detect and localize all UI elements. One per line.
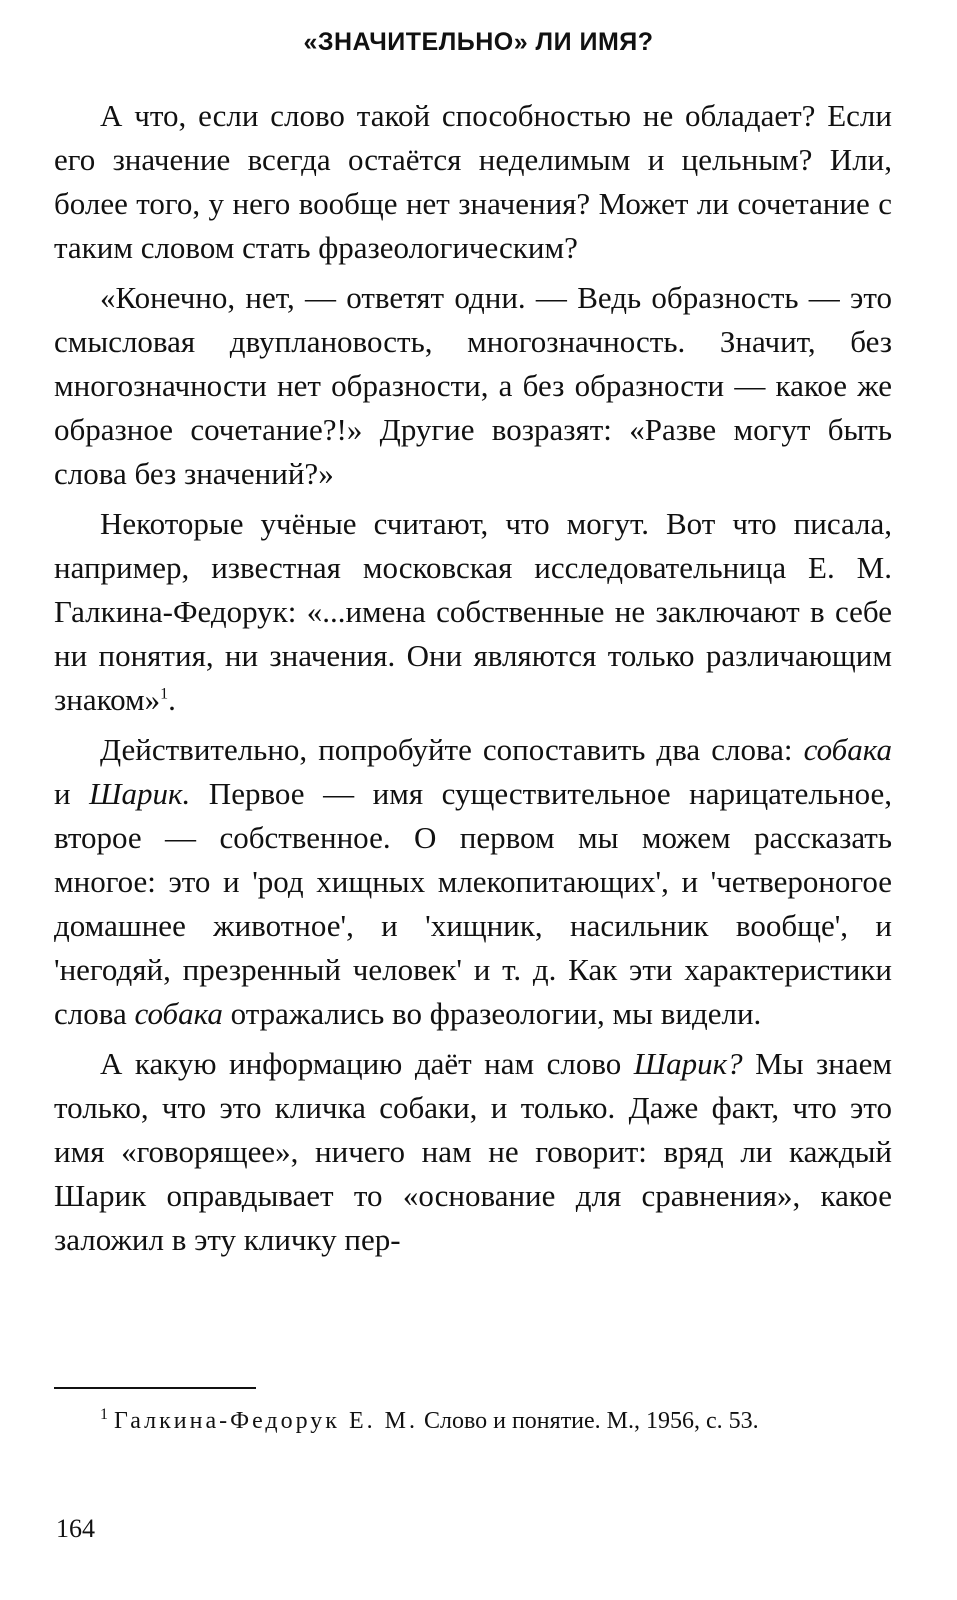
paragraph-5 xyxy=(54,1042,892,1262)
paragraph-1: А что, если слово такой способностью не обладает? Если его значение всегда остаётся неделимым и цельным? Или, более того, у него вообще нет значения? Может ли сочетание с таким словом стать фразеологическим? xyxy=(54,98,892,265)
paragraph-4-part-d: отражались во фразеологии, мы видели. xyxy=(222,996,762,1031)
paragraph-5-part-a: А какую информацию даёт нам слово xyxy=(100,1046,634,1081)
footnote-text: Слово и понятие. М., 1956, с. 53. xyxy=(417,1408,759,1434)
footnote-marker: 1 xyxy=(100,1406,108,1423)
footnote-reference[interactable]: 1 xyxy=(160,685,169,703)
italic-word-sobaka-2: собака xyxy=(134,996,223,1031)
running-head: «ЗНАЧИТЕЛЬНО» ЛИ ИМЯ? xyxy=(303,28,654,56)
paragraph-4 xyxy=(54,728,892,1036)
paragraph-3-end: . xyxy=(168,682,176,717)
italic-word-sobaka: собака xyxy=(803,732,892,767)
page-number: 164 xyxy=(56,1514,95,1543)
italic-word-sharik-question: Шарик? xyxy=(633,1046,743,1081)
paragraph-3 xyxy=(54,502,892,722)
italic-word-sharik: Шарик. xyxy=(89,776,191,811)
footnote xyxy=(54,1402,892,1440)
body-text xyxy=(54,94,892,1262)
paragraph-3-text: Некоторые учёные считают, что могут. Вот что писала, например, известная московская исследовательница Е. М. Галкина-Федорук: «...имена собственные не заключают в себе ни понятия, ни значения. Они являются только различающим знаком» xyxy=(54,506,892,717)
paragraph-5-part-b: Мы знаем только, что это кличка собаки, и только. Даже факт, что это имя «говорящее», ничего нам не говорит: вряд ли каждый Шарик оправдывает то «основание для сравнения», какое заложил в эту кличку пер- xyxy=(54,1046,892,1257)
paragraph-2: «Конечно, нет, — ответят одни. — Ведь образность — это смысловая двуплановость, многозначность. Значит, без многозначности нет образности, а без образности — какое же образное сочетание?!» Другие возразят: «Разве могут быть слова без значений?» xyxy=(54,280,892,491)
paragraph-4-part-a: Действительно, попробуйте сопоставить два слова: xyxy=(100,732,804,767)
footnote-divider xyxy=(54,1387,256,1389)
paragraph-4-part-c: Первое — имя существительное нарицательное, второе — собственное. О первом мы можем рассказать многое: это и 'род хищных млекопитающих', и 'четвероногое домашнее животное', и 'хищник, насильник вообще', и 'негодяй, презренный человек' и т. д. Как эти характеристики слова xyxy=(54,776,893,1031)
paragraph-4-part-b: и xyxy=(54,776,90,811)
footnote-author: Галкина-Федорук Е. М. xyxy=(114,1408,418,1434)
